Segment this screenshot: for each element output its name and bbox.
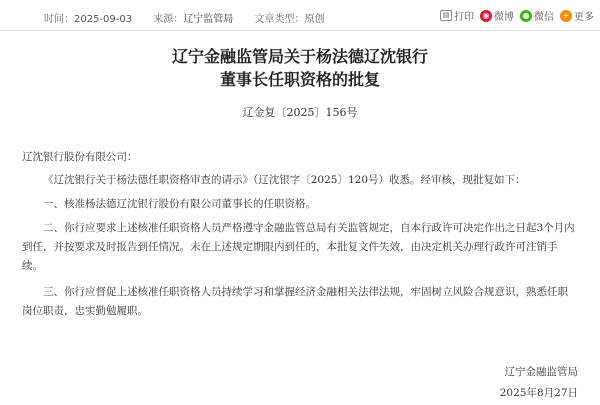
source-link[interactable]: 辽宁监管局	[183, 14, 234, 25]
printer-icon: ▤	[440, 10, 452, 21]
weibo-share-button[interactable]	[480, 8, 514, 23]
wechat-icon: ●	[520, 10, 532, 22]
document-number: 辽金复〔2025〕156号	[242, 106, 358, 119]
article-meta	[44, 10, 331, 25]
signature-organization: 辽宁金融监管局	[504, 366, 578, 378]
document-title-line1: 辽宁金融监管局关于杨法德辽沈银行	[171, 47, 428, 66]
publish-time: 2025-09-03	[74, 14, 133, 25]
weibo-label: 微博	[494, 12, 514, 23]
paragraph-supervision: 三、你行应督促上述核准任职资格人员持续学习和掌握经济金融相关法律法规，牢固树立风险合规意识，熟悉任职岗位职责，忠实勤勉履职。	[22, 286, 568, 317]
source-label: 来源：	[153, 14, 184, 25]
document-title-line2: 董事长任职资格的批复	[219, 70, 380, 89]
share-toolbar	[440, 8, 594, 23]
print-label: 打印	[454, 12, 474, 23]
more-label: 更多	[574, 12, 594, 23]
paragraph-requirements: 二、你行应要求上述核准任职资格人员严格遵守金融监管总局有关监管规定，自本行政许可决定作出之日起3个月内到任，并按要求及时报告到任情况。未在上述规定期限内到任的，本批复文件失效，由决定机关办理行政许可注销手续。	[22, 222, 575, 272]
wechat-share-button[interactable]	[520, 8, 554, 23]
article-type: 原创	[304, 14, 325, 25]
signature-date: 2025年8月27日	[499, 387, 578, 399]
more-share-button[interactable]	[560, 8, 594, 23]
time-label: 时间：	[44, 14, 74, 25]
type-label: 文章类型：	[254, 14, 305, 25]
article-meta-bar	[0, 0, 600, 31]
print-button[interactable]	[440, 8, 474, 23]
paragraph-approval: 一、核准杨法德辽沈银行股份有限公司董事长的任职资格。	[43, 198, 316, 210]
addressee: 辽沈银行股份有限公司：	[22, 151, 138, 163]
wechat-label: 微信	[534, 12, 554, 23]
weibo-icon: ◉	[480, 10, 492, 22]
paragraph-intro: 《辽沈银行关于杨法德任职资格审查的请示》（辽沈银字〔2025〕120号）收悉。经审核，现批复如下：	[43, 174, 526, 186]
plus-icon: +	[560, 10, 572, 22]
